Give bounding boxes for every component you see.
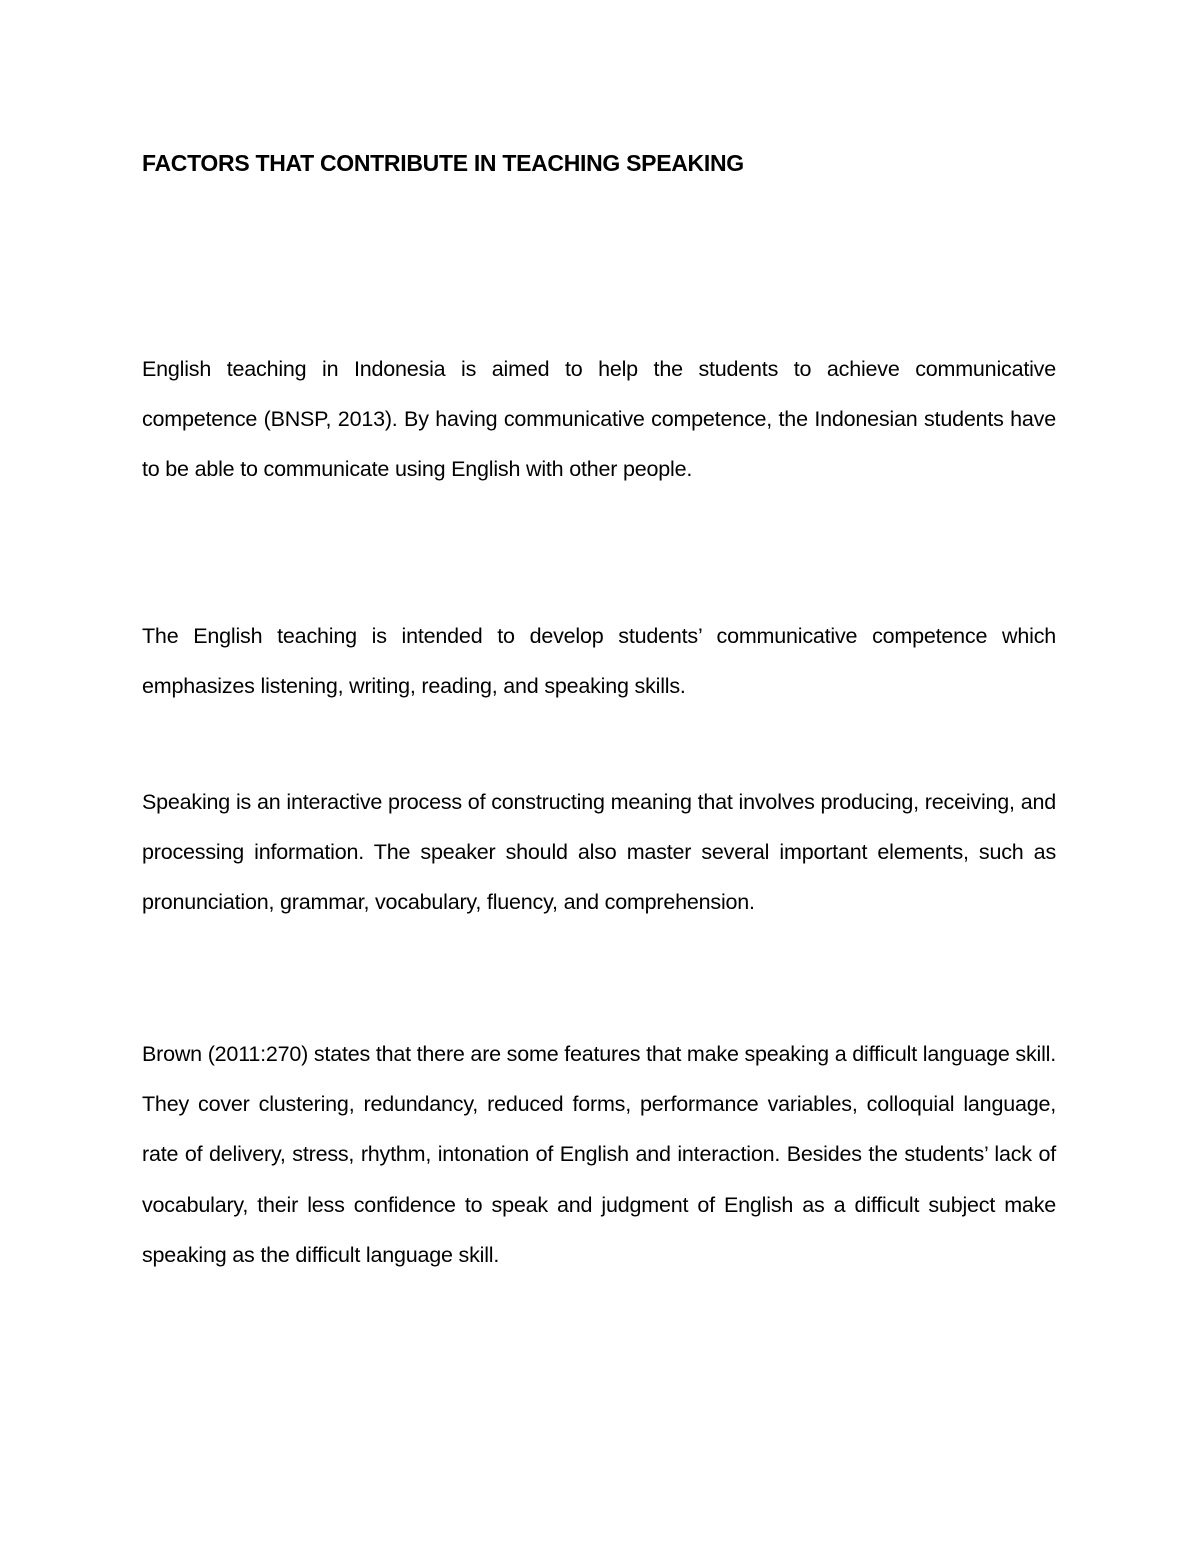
page-title: FACTORS THAT CONTRIBUTE IN TEACHING SPEAKING xyxy=(142,150,744,176)
paragraph-speaking-definition: Speaking is an interactive process of constructing meaning that involves producing, receiving, and processing information. The speaker should also master several important elements, such as pronunciation, grammar, vocabulary, fluency, and comprehension. xyxy=(142,790,1056,915)
paragraph-communicative-competence: The English teaching is intended to develop students’ communicative competence which emphasizes listening, writing, reading, and speaking skills. xyxy=(142,624,1056,699)
paragraph-english-teaching-aim: English teaching in Indonesia is aimed to help the students to achieve communicative competence (BNSP, 2013). By having communicative competence, the Indonesian students have to be able to communicate using English with other people. xyxy=(142,357,1056,482)
paragraph-speaking-difficulties: Brown (2011:270) states that there are some features that make speaking a difficult language skill. They cover clustering, redundancy, reduced forms, performance variables, colloquial language, rate of delivery, stress, rhythm, intonation of English and interaction. Besides the students’ lack of vocabulary, their less confidence to speak and judgment of English as a difficult subject make speaking as the difficult language skill. xyxy=(142,1042,1056,1267)
